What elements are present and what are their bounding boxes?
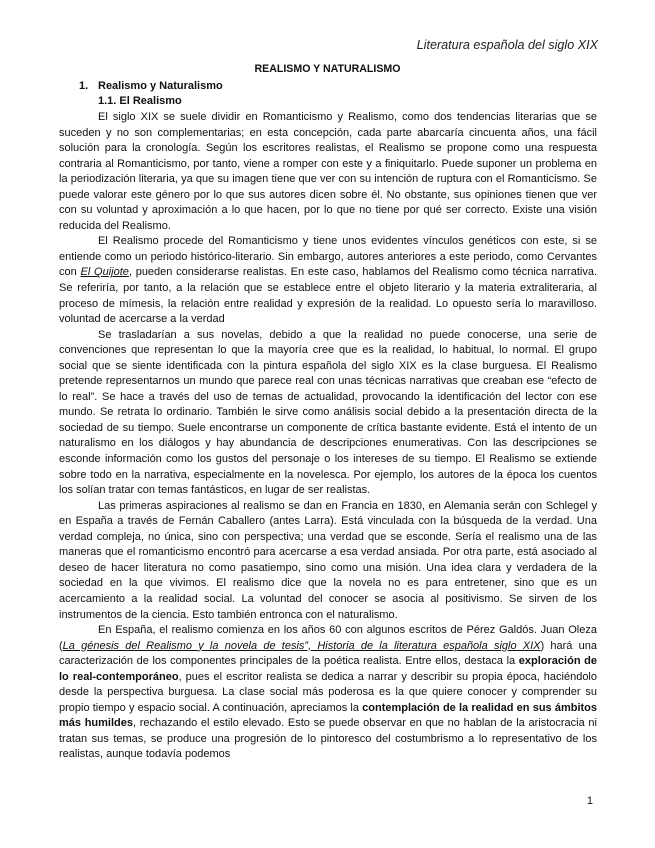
paragraph-2-text-a: El Realismo procede del Romanticismo y tiene unos evidentes vínculos genéticos con este, si se entiende como un periodo histórico-literario. Sin embargo, autores anteriores a este periodo, como Cervantes con [59,235,597,279]
paragraph-2-text-b: , pueden considerarse realistas. En este caso, hablamos del Realismo como técnica narrativa. Se referiría, por tanto, a la relación que se establece entre el objeto literario y la materia extraliteraria, al proceso de mímesis, la relación entre realidad y expresión de la realidad. Lo opuesto sería lo maravilloso. voluntad de acercarse a la verdad [59,266,598,326]
subsection-heading: 1.1. El Realismo [98,95,182,107]
bold-phrase-1: exploración de lo real-contemporáneo [59,655,597,683]
paragraph-5-text-c: , pues el escritor realista se dedica a narrar y describir su propia época, haciéndolo desde la perspectiva burguesa. La clase social más poderosa es la que quiere conocer y comprender su propio tiempo y espacio social. A continuación, apreciamos la [59,670,597,714]
running-header: Literatura española del siglo XIX [416,38,598,52]
document-title: REALISMO Y NATURALISMO [254,63,401,75]
section-number: 1. [79,80,89,92]
paragraph-1: El siglo XIX se suele dividir en Romanticismo y Realismo, como dos tendencias literarias que se suceden y no son complementarias; en esta concepción, cada parte abarcaría cincuenta años, una fácil solución para la cronología. Según los escritores realistas, el Realismo se propone como una respuesta contraria al Romanticismo, por tanto, viene a romper con este y a finiquitarlo. Puede suponer un problema en la periodización literaria, ya que su imagen tiene que ver con su intención de ruptura con el Romanticismo. Se puede valorar este género por lo que sus autores dicen sobre él. No obstante, sus opiniones tienen que ver con su voluntad y aproximación a lo que hacen, por lo que no tiene por qué ser correcto. Existe una visión reducida del Realismo. [59,111,597,232]
oleza-reference: La génesis del Realismo y la novela de tesis”, Historia de la literatura española siglo XIX [62,639,541,652]
quijote-reference: El Quijote [80,266,129,279]
paragraph-5-text-b: ) hará una caracterización de los componentes principales de la poética realista. Entre ellos, destaca la [59,639,597,668]
paragraph-3: Se trasladarían a sus novelas, debido a que la realidad no puede conocerse, una serie de convenciones que representan lo que la mayoría cree que es la realidad, lo habitual, lo normal. El grupo social que se siente identificada con la pintura española del siglo XIX es la clase burguesa. El Realismo pretende representarnos un mundo que parece real con unas técnicas narrativas que creaban ese “efecto de lo real”. Se hace a través del uso de temas de actualidad, provocando la identificación del lector con ese mundo. Se retrata lo ordinario. También le sirve como análisis social debido a la presentación directa de la sociedad de su tiempo. Suele encontrarse un componente de crítica bastante evidente. Está el intento de un naturalismo en los diálogos y hay abundancia de descripciones enumerativas. Con las descripciones se esconde información como los gustos del personaje o los intereses de su tiempo. El Realismo se extiende sobre todo en la narrativa, especialmente en la novelesca. Por ejemplo, los autores de la época los cuentos los solían tratar con temas fantásticos, en lugar de ser realistas. [59,328,597,497]
paragraph-2 [59,234,597,327]
paragraph-5 [59,623,597,763]
section-heading [79,80,223,92]
section-title: Realismo y Naturalismo [98,80,223,92]
paragraph-5-text-a: En España, el realismo comienza en los años 60 con algunos escritos de Pérez Galdós. Juan Oleza ( [59,624,597,652]
page-number: 1 [586,795,593,807]
paragraph-4: Las primeras aspiraciones al realismo se dan en Francia en 1830, en Alemania serán con Schlegel y en España a través de Fernán Caballero (antes Larra). Está vinculada con la búsqueda de la verdad. Una verdad compleja, no única, sino con perspectiva; una verdad que se esconde. Sería el realismo una de las maneras que el romanticismo encontró para acercarse a esa verdad ansiada. Por otra parte, está asociado al deseo de hacer literatura no como pasatiempo, sino como una misión. Una idea clara y verdadera de la sociedad en la que vivimos. El realismo dice que la novela no es para entretener, sino que es un acercamiento a la realidad social. La voluntad del conocer se asocia al positivismo. Se sirven de los instrumentos de la ciencia. Esto también entronca con el naturalismo. [59,499,597,621]
bold-phrase-2: contemplación de la realidad en sus ámbitos más humildes [59,701,598,730]
body-text [59,110,597,763]
paragraph-5-text-d: , rechazando el estilo elevado. Esto se puede observar en que no hablan de la aristocracia ni tratan sus temas, se produce una progresión de lo pintoresco del costumbrismo a lo representativo de los realistas, aunque todavía podemos [59,717,597,761]
